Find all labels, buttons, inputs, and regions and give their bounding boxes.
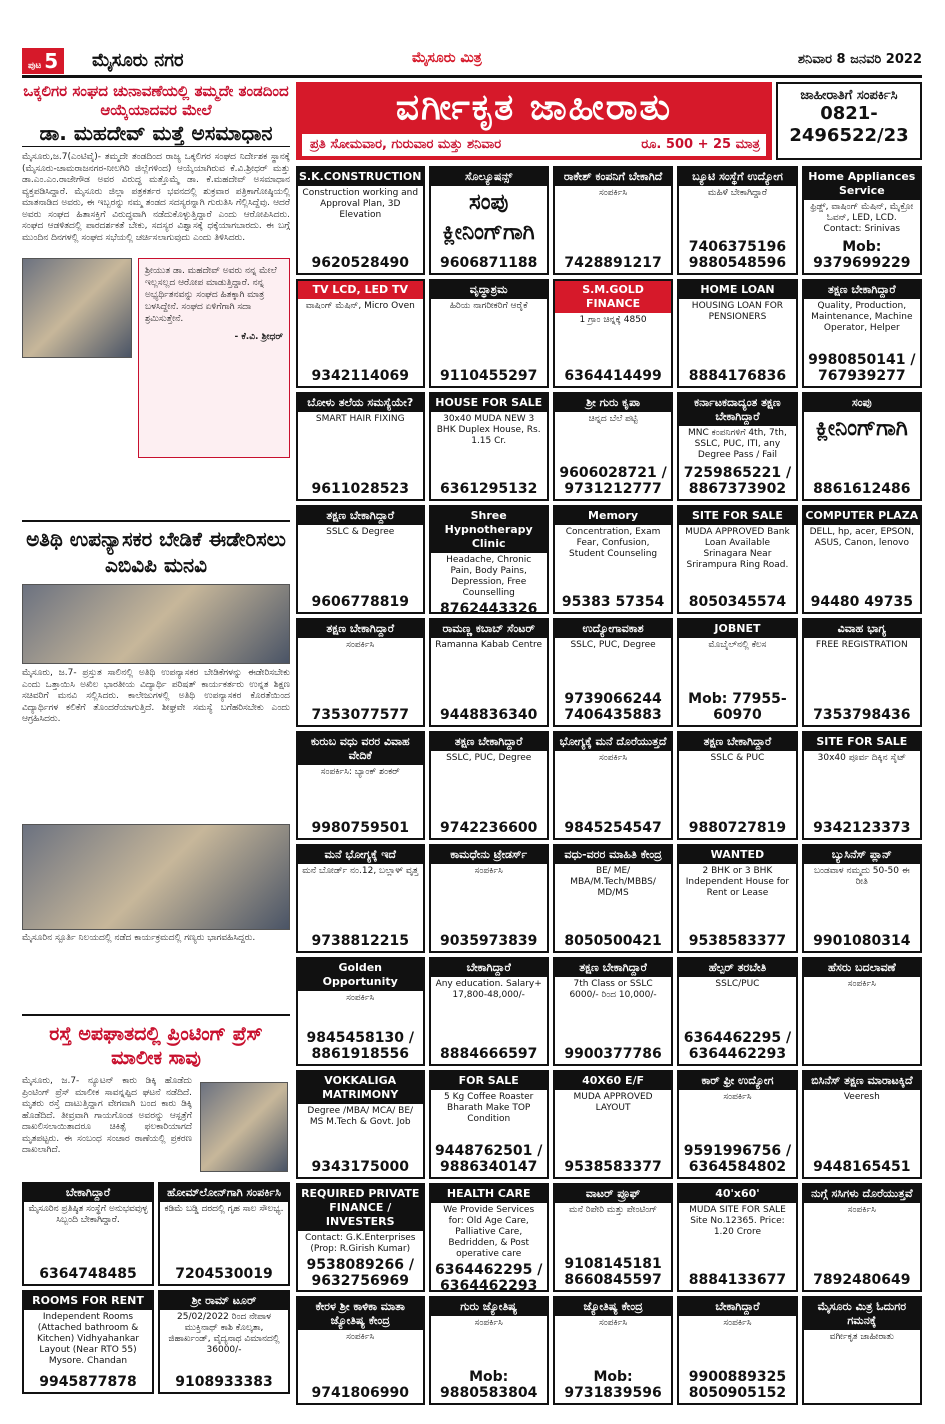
classified-ad-title: ಬ್ಯೂಟಿ ಸಂಸ್ಥೆಗೆ ಉದ್ಯೋಗ <box>679 168 795 186</box>
classified-ad-phone: 9342114069 <box>311 368 409 384</box>
classified-ad-phone: 9742236600 <box>439 820 538 836</box>
classified-ad-body: 2 BHK or 3 BHK Independent House for Rent or Lease <box>685 866 790 898</box>
classified-ad-title: ಕಾರ್ ಫ್ರೀ ಉದ್ಯೋಗ <box>679 1072 795 1090</box>
story-1-body: ಮೈಸೂರು,ಜ.7(ಎಂಟಿವೈ)- ತಮ್ಮದೇ ತಂಡದಿಂದ ರಾಜ್ಯ ಒಕ್ಕಲಿಗರ ಸಂಘದ ನಿರ್ದೇಶಕ ಸ್ಥಾನಕ್ಕೆ (ಮೈಸೂರು-ಚಾಮರಾಜನಗರ-ನೀಲಗಿರಿ ಜಿಲ್ಲೆಗಳಿಂದ) ಆಯ್ಕೆಯಾಗಿರುವ ಕೆ.ವಿ.ಶ್ರೀಧರ್ ಮತ್ತು ಡಾ.ಎಂ.ಎಂ.ರಾಜೇಗೌಡ ಅವರ ವಿರುದ್ಧ ಮತ್ತೊಮ್ಮೆ ಡಾ. ಕೆ.ಮಹದೇವ್ ಅಸಮಾಧಾನ ವ್ಯಕ್ತಪಡಿಸಿದ್ದಾರೆ. ಮೈಸೂರು ಜಿಲ್ಲಾ ಪತ್ರಕರ್ತರ ಭವನದಲ್ಲಿ ಶುಕ್ರವಾರ ಪತ್ರಿಕಾಗೋಷ್ಠಿಯಲ್ಲಿ ಮಾತನಾಡಿದ ಅವರು, ಈ ಇಬ್ಬರನ್ನು ನಮ್ಮ ತಂಡದ ಸದಸ್ಯರನ್ನಾಗಿ ಗುರುತಿಸಿ ಗೆಲ್ಲಿಸಿದ್ದೆವು. ಆದರೆ ಅವರು ಸಂಘದ ಹಿತಾಸಕ್ತಿಗೆ ವಿರುದ್ಧವಾಗಿ ನಡೆದುಕೊಳ್ಳುತ್ತಿದ್ದಾರೆ ಎಂದು ಆರೋಪಿಸಿದರು. ಸಂಘದ ಆಡಳಿತದಲ್ಲಿ ಪಾರದರ್ಶಕತೆ ಬೇಕು, ಸದಸ್ಯರ ವಿಶ್ವಾಸಕ್ಕೆ ಧಕ್ಕೆಯಾಗಬಾರದು. ಈ ಬಗ್ಗೆ ಮುಂದಿನ ದಿನಗಳಲ್ಲಿ ಸಂಘದ ಸಭೆಯಲ್ಲಿ ಚರ್ಚಿಸಲಾಗುವುದು ಎಂದು ತಿಳಿಸಿದರು. <box>22 152 290 243</box>
classified-ad <box>429 166 549 275</box>
classified-ad-body: Headache, Chronic Pain, Body Pains, Depression, Free Counselling <box>446 555 532 598</box>
classified-ad-title: ಬೇಕಾಗಿದ್ದಾರೆ <box>679 1298 795 1316</box>
classified-ad-title: ಕುರುಬ ವಧು ವರರ ವಿವಾಹ ವೇದಿಕೆ <box>298 733 423 765</box>
masthead <box>22 44 922 78</box>
story-3 <box>22 1014 290 1188</box>
story-1-quote <box>138 258 290 458</box>
left-ad-4 <box>158 1290 290 1394</box>
classified-ad-phone <box>804 1062 920 1064</box>
classified-ad <box>296 279 425 388</box>
classified-ad-phone: Mob: 9880583804 <box>439 1369 538 1401</box>
classified-ad-body: Ramanna Kabab Centre <box>435 640 543 650</box>
newspaper-page <box>22 44 922 1404</box>
classified-ad-phone: Mob: 9731839596 <box>564 1369 662 1401</box>
classified-ad-phone: 6364414499 <box>564 368 662 384</box>
classified-ad-body: ಸಂಪರ್ಕಿಸಿ <box>474 1318 503 1328</box>
classified-ad-title: ಮೈಸೂರು ಮಿತ್ರ ಓದುಗರ ಗಮನಕ್ಕೆ <box>804 1298 920 1330</box>
classified-ad-body: ಸಂಪರ್ಕಿಸಿ <box>598 1318 628 1328</box>
classified-ad <box>553 279 673 388</box>
classified-ad-title: ಹೆಸರು ಬದಲಾವಣೆ <box>804 959 920 977</box>
story-2-photo <box>22 584 290 664</box>
classified-ad-phone: 9739066244 7406435883 <box>564 691 662 723</box>
classified-ad-phone: 7353798436 <box>813 707 911 723</box>
classified-ad-phone: 9845254547 <box>564 820 662 836</box>
classified-ad-title: ನುಗ್ಗೆ ಸಸಿಗಳು ದೊರೆಯುತ್ತವೆ <box>804 1185 920 1203</box>
classified-ad-body: ಚಿನ್ನದ ಬೆಲೆ ಪಟ್ಟಿ <box>588 414 638 424</box>
classified-ad-phone: 9900889325 8050905152 <box>688 1369 787 1401</box>
story-2-body: ಮೈಸೂರು, ಜ.7- ಪ್ರಸ್ತುತ ಸಾಲಿನಲ್ಲಿ ಅತಿಥಿ ಉಪನ್ಯಾಸಕರ ಬೇಡಿಕೆಗಳನ್ನು ಈಡೇರಿಸಬೇಕು ಎಂದು ಒತ್ತಾಯಿಸಿ ಅಖಿಲ ಭಾರತೀಯ ವಿದ್ಯಾರ್ಥಿ ಪರಿಷತ್ ಕಾರ್ಯಕರ್ತರು ಉನ್ನತ ಶಿಕ್ಷಣ ಸಚಿವರಿಗೆ ಮನವಿ ಸಲ್ಲಿಸಿದರು. ಕಾಲೇಜುಗಳಲ್ಲಿ ಅತಿಥಿ ಉಪನ್ಯಾಸಕರ ಕೊರತೆಯಿಂದ ವಿದ್ಯಾರ್ಥಿಗಳ ಕಲಿಕೆಗೆ ತೊಂದರೆಯಾಗುತ್ತಿದೆ. ಶೀಘ್ರವೇ ಸಮಸ್ಯೆ ಬಗೆಹರಿಸಬೇಕು ಎಂದು ಆಗ್ರಹಿಸಿದರು. <box>22 668 290 724</box>
classifieds-banner <box>296 82 772 160</box>
classified-ad-title: ತಕ್ಷಣ ಬೇಕಾಗಿದ್ದಾರೆ <box>431 733 547 751</box>
contact-label: ಜಾಹೀರಾತಿಗೆ ಸಂಪರ್ಕಿಸಿ <box>800 88 898 103</box>
classified-ad-title: FOR SALE <box>431 1072 547 1090</box>
classified-ad-phone: 8884176836 <box>688 368 787 384</box>
classified-ad-title: ರಾಮಣ್ಣ ಕಬಾಬ್ ಸೆಂಟರ್ <box>431 620 547 638</box>
classified-ad <box>802 279 922 388</box>
classified-ad-title: ವಧು-ವರರ ಮಾಹಿತಿ ಕೇಂದ್ರ <box>555 846 671 864</box>
classified-ad <box>429 279 549 388</box>
classified-ad <box>677 1070 797 1179</box>
classified-ad-title: ಕರ್ನಾಟಕದಾದ್ಯಂತ ತಕ್ಷಣ ಬೇಕಾಗಿದ್ದಾರೆ <box>679 394 795 426</box>
classified-ad-title: ರಾಕೇಶ್ ಕಂಪನಿಗೆ ಬೇಕಾಗಿದೆ <box>555 168 671 186</box>
classified-ad-body: ಹಿರಿಯ ನಾಗರೀಕರಿಗೆ ಆರೈಕೆ <box>449 301 528 311</box>
classified-ad-title: COMPUTER PLAZA <box>804 507 920 525</box>
classified-ad-body: Concentration, Exam Fear, Confusion, Student Counseling <box>565 527 661 559</box>
classified-ad-phone: 9901080314 <box>813 933 911 949</box>
classified-ad-body: ವಾಷಿಂಗ್ ಮೆಷಿನ್, Micro Oven <box>305 301 415 311</box>
classified-ad-body: ವರ್ಗೀಕೃತ ಜಾಹೀರಾತು <box>829 1332 894 1342</box>
left-ad-4-title: ಶ್ರೀ ರಾಮ್ ಟೂರ್ <box>160 1292 288 1310</box>
classified-ad <box>553 844 673 953</box>
classified-ad-title: SITE FOR SALE <box>679 507 795 525</box>
quote-text: ಶ್ರೀಯುತ ಡಾ. ಮಹದೇವ್ ಅವರು ನನ್ನ ಮೇಲೆ ಇಲ್ಲಸಲ್ಲದ ಆರೋಪ ಮಾಡುತ್ತಿದ್ದಾರೆ. ನನ್ನ ಅಭ್ಯರ್ಥಿತನವನ್ನು ಸಂಘದ ಹಿತಕ್ಕಾಗಿ ಮಾತ್ರ ಬಳಸಿದ್ದೇನೆ. ಸಂಘದ ಏಳಿಗೆಗಾಗಿ ಸದಾ ಶ್ರಮಿಸುತ್ತೇನೆ. <box>145 266 277 324</box>
classified-ad-title: HOME LOAN <box>679 281 795 299</box>
classified-ad-title: ವಿವಾಹ ಭಾಗ್ಯ <box>804 620 920 638</box>
classified-ad-body: SSLC, PUC, Degree <box>570 640 656 650</box>
classifieds-schedule <box>302 134 766 156</box>
classified-ad <box>296 957 425 1066</box>
classified-ad <box>802 392 922 501</box>
classified-ad-body: ಮನೆ ರಿಪೇರಿ ಮತ್ತು ಪೇಂಟಿಂಗ್ <box>569 1205 658 1215</box>
contact-code: 0821- <box>820 103 878 124</box>
left-ad-1-title: ಬೇಕಾಗಿದ್ದಾರೆ <box>24 1184 152 1202</box>
classified-ad-title: JOBNET <box>679 620 795 638</box>
classified-ad <box>429 1070 549 1179</box>
left-ad-3-phone: 9945877878 <box>39 1374 137 1390</box>
classified-ad <box>802 618 922 727</box>
left-ad-1-phone: 6364748485 <box>39 1266 137 1282</box>
classified-ad-phone <box>804 1401 920 1403</box>
left-bottom-ads <box>22 1182 290 1394</box>
left-ad-4-body: 25/02/2022 ರಿಂದ ನೇಪಾಳ ಮುಕ್ತಿನಾಥ್ ಕಾಶಿ ಕೊಲ್ಕತಾ, ಜಿಹಾರ್ಖಂಡ್, ವೈದ್ಯನಾಥ ವಿಮಾನದಲ್ಲಿ 36000/- <box>168 1312 280 1355</box>
classified-ad-title: S.M.GOLD FINANCE <box>555 281 671 313</box>
left-ad-3 <box>22 1290 154 1394</box>
classified-ad-phone: 9110455297 <box>439 368 538 384</box>
classified-ad-phone: 9606028721 / 9731212777 <box>559 465 667 497</box>
classified-ad-body: 5 Kg Coffee Roaster Bharath Make TOP Condition <box>444 1092 534 1124</box>
classified-ad-title: ಮನೆ ಭೋಗ್ಯಕ್ಕೆ ಇದೆ <box>298 846 423 864</box>
classified-ad-body: BE/ ME/ MBA/M.Tech/MBBS/ MD/MS <box>570 866 656 898</box>
classified-ad-title: HEALTH CARE <box>431 1185 547 1203</box>
classified-ad-phone: 8884133677 <box>688 1272 787 1288</box>
classified-ad <box>553 505 673 614</box>
classified-ad-body: 30x40 ಪೂರ್ವ ದಿಕ್ಕಿನ ಸೈಟ್ <box>817 753 906 763</box>
classified-ad-title: Shree Hypnotherapy Clinic <box>431 507 547 553</box>
classified-ad-phone: 9448165451 <box>813 1159 911 1175</box>
classified-ad-title: ತಕ್ಷಣ ಬೇಕಾಗಿದ್ದಾರೆ <box>298 620 423 638</box>
classified-ad-phone: Mob: 77955-60970 <box>688 691 787 723</box>
left-ad-2-title: ಹೋಮ್‌ಲೋನ್‌ಗಾಗಿ ಸಂಪರ್ಕಿಸಿ <box>160 1184 288 1202</box>
classified-ad <box>802 1070 922 1179</box>
classified-ad-phone: 9606778819 <box>311 594 409 610</box>
classified-ad-title: ವೃದ್ಧಾಶ್ರಮ <box>431 281 547 299</box>
classified-ad-body: ಬಂಡವಾಳ ನಮ್ಮದು 50-50 ಈ ರೀತಿ <box>813 866 910 887</box>
classified-ad-phone: 7353077577 <box>311 707 409 723</box>
classified-ad <box>677 618 797 727</box>
classified-ad-phone: 9738812215 <box>311 933 409 949</box>
classified-ad <box>802 957 922 1066</box>
page-number: ಪುಟ 5 <box>22 48 64 74</box>
left-ad-3-title: ROOMS FOR RENT <box>24 1292 152 1310</box>
classified-ad <box>429 957 549 1066</box>
classified-ad <box>677 166 797 275</box>
classified-ad-phone: 9538089266 / 9632756969 <box>306 1257 414 1289</box>
classified-ad-body: SSLC & Degree <box>326 527 395 537</box>
left-ad-4-phone: 9108933383 <box>175 1374 273 1390</box>
classified-ad-phone: Mob: 9379699229 <box>813 239 911 271</box>
classified-ad-phone: 9900377786 <box>564 1046 662 1062</box>
classified-ad-phone: 9448836340 <box>439 707 538 723</box>
classified-ad <box>802 1183 922 1292</box>
story-2-caption: ಮೈಸೂರಿನ ಸ್ಪೂರ್ತಿ ನಿಲಯದಲ್ಲಿ ನಡೆದ ಕಾರ್ಯಕ್ರಮದಲ್ಲಿ ಗಣ್ಯರು ಭಾಗವಹಿಸಿದ್ದರು. <box>22 933 256 943</box>
classified-ad-body: MUDA SITE FOR SALE Site No.12365. Price: 1.20 Crore <box>689 1205 786 1237</box>
classified-ad-title: ಉದ್ಯೋಗಾವಕಾಶ <box>555 620 671 638</box>
classified-ad-phone: 8884666597 <box>439 1046 538 1062</box>
classified-ad-title: ಕಾಮಧೇನು ಟ್ರೇಡರ್ಸ್ <box>431 846 547 864</box>
classified-ad <box>553 957 673 1066</box>
classified-ad-body: ಕ್ಲೀನಿಂಗ್‌ಗಾಗಿ <box>815 416 908 441</box>
classified-ad-body: HOUSING LOAN FOR PENSIONERS <box>691 301 784 322</box>
classified-ad-body: SMART HAIR FIXING <box>315 414 405 424</box>
classified-ad <box>802 731 922 840</box>
classified-ad-body: ಸಂಪು ಕ್ಲೀನಿಂಗ್‌ಗಾಗಿ <box>442 190 535 245</box>
classified-ad-title: ಕೇರಳ ಶ್ರೀ ಕಾಳಿಕಾ ಮಾತಾ ಜ್ಯೋತಿಷ್ಯ ಕೇಂದ್ರ <box>298 1298 423 1330</box>
classified-ad-title: WANTED <box>679 846 795 864</box>
section-title: ಮೈಸೂರು ನಗರ <box>92 50 184 71</box>
classified-ad-phone: 9606871188 <box>439 255 538 271</box>
classified-ad-title: ಭೋಗ್ಯಕ್ಕೆ ಮನೆ ದೊರೆಯುತ್ತದೆ <box>555 733 671 751</box>
classified-ad-body: Degree /MBA/ MCA/ BE/ MS M.Tech & Govt. Job <box>307 1106 414 1127</box>
classified-ad-title: 40X60 E/F <box>555 1072 671 1090</box>
story-1-kicker: ಒಕ್ಕಲಿಗರ ಸಂಘದ ಚುನಾವಣೆಯಲ್ಲಿ ತಮ್ಮದೇ ತಂಡದಿಂದ ಆಯ್ಕೆಯಾದವರ ಮೇಲೆ <box>23 82 289 119</box>
classified-ad-body: 1 ಗ್ರಾಂ ಚಿನ್ನಕ್ಕೆ 4850 <box>579 315 647 325</box>
classified-ad-phone: 9035973839 <box>439 933 538 949</box>
classified-ad-title: ಹೆಲ್ಪರ್ ತರಬೇತಿ <box>679 959 795 977</box>
classified-ad <box>429 618 549 727</box>
classified-ad <box>553 731 673 840</box>
classified-ad <box>677 279 797 388</box>
classified-ad-phone: 8861612486 <box>813 481 911 497</box>
classified-ad-body: ಸಂಪರ್ಕಿಸಿ <box>723 1092 752 1102</box>
classified-ad-title: TV LCD, LED TV <box>298 281 423 299</box>
paper-title: ಮೈಸೂರು ಮಿತ್ರ <box>412 50 482 66</box>
classified-ad <box>296 166 425 275</box>
classified-ad <box>677 392 797 501</box>
classified-ad <box>802 505 922 614</box>
classified-ads-grid <box>296 166 922 1405</box>
story-1 <box>22 82 290 342</box>
classified-ad-body: ಫ್ರಿಡ್ಜ್, ವಾಷಿಂಗ್ ಮೆಷಿನ್, ಮೈಕ್ರೋ ಓವನ್, LED, LCD. Contact: Srinivas <box>810 202 914 234</box>
story-3-photo <box>200 1082 288 1172</box>
classified-ad-phone: 7428891217 <box>564 255 662 271</box>
classified-ad-title: 40'x60' <box>679 1185 795 1203</box>
classified-ad <box>296 844 425 953</box>
classified-ad <box>553 392 673 501</box>
classified-ad <box>429 1183 549 1292</box>
classified-ad-body: Any education. Salary+ 17,800-48,000/- <box>435 979 542 1000</box>
news-column <box>22 82 290 1402</box>
classified-ad <box>802 166 922 275</box>
classified-ad-body: ಸಂಪರ್ಕಿಸಿ <box>598 188 628 198</box>
classified-ad-title: ವಾಟರ್ ಪ್ರೂಫ್ <box>555 1185 671 1203</box>
classified-ad <box>677 1296 797 1405</box>
classified-ad <box>677 731 797 840</box>
classified-ad <box>429 844 549 953</box>
classified-ad-title: ಶ್ರೀ ಗುರು ಕೃಪಾ <box>555 394 671 412</box>
classified-ad-phone: 8050500421 <box>564 933 662 949</box>
classified-ad-body: MUDA APPROVED LAYOUT <box>573 1092 653 1113</box>
classified-ad-title: ತಕ್ಷಣ ಬೇಕಾಗಿದ್ದಾರೆ <box>804 281 920 299</box>
classified-ad <box>296 505 425 614</box>
classified-ad-phone: 9845458130 / 8861918556 <box>306 1030 414 1062</box>
classified-ad-phone: 9620528490 <box>311 255 409 271</box>
left-ad-2-phone: 7204530019 <box>175 1266 273 1282</box>
classified-ad <box>429 1296 549 1405</box>
quote-by: - ಕೆ.ವಿ. ಶ್ರೀಧರ್ <box>234 332 283 342</box>
classified-ad-body: ಸಂಪರ್ಕಿಸಿ <box>723 1318 752 1328</box>
classified-ad-body: Contact: G.K.Enterprises (Prop: R.Girish Kumar) <box>305 1233 416 1254</box>
classifieds-days: ಪ್ರತಿ ಸೋಮವಾರ, ಗುರುವಾರ ಮತ್ತು ಶನಿವಾರ <box>310 137 502 152</box>
classified-ad <box>553 1183 673 1292</box>
classified-ad <box>296 731 425 840</box>
classifieds-title: ವರ್ಗೀಕೃತ ಜಾಹೀರಾತು <box>395 87 673 128</box>
classified-ad-phone: 9980850141 / 767939277 <box>808 352 916 384</box>
classified-ad-phone: 9591996756 / 6364584802 <box>683 1143 792 1175</box>
classified-ad-body: Construction working and Approval Plan, 3D Elevation <box>302 188 419 220</box>
classified-ad-phone: 9880727819 <box>688 820 787 836</box>
classified-ad-phone: 9741806990 <box>311 1385 409 1401</box>
classified-ad <box>677 957 797 1066</box>
classified-ad-body: SSLC & PUC <box>710 753 765 763</box>
classified-ad-phone: 9343175000 <box>311 1159 409 1175</box>
classified-ad <box>296 1070 425 1179</box>
classified-ad-title: ಸೊಲ್ಯೂಷನ್ಸ್ <box>431 168 547 186</box>
left-ad-2 <box>158 1182 290 1286</box>
classified-ad-body: We Provide Services for: Old Age Care, Palliative Care, Bedridden, & Post operative care <box>443 1205 535 1259</box>
story-2-headline: ಅತಿಥಿ ಉಪನ್ಯಾಸಕರ ಬೇಡಿಕೆ ಈಡೇರಿಸಲು ಎಬಿವಿಪಿ ಮನವಿ <box>26 527 286 577</box>
left-ad-2-body: ಕಡಿಮೆ ಬಡ್ಡಿ ದರದಲ್ಲಿ ಗೃಹ ಸಾಲ ಸೌಲಭ್ಯ. <box>164 1204 284 1214</box>
classified-ad-title: VOKKALIGA MATRIMONY <box>298 1072 423 1104</box>
classified-ad-body: FREE REGISTRATION <box>815 640 908 650</box>
classified-ad-title: ಬೋಳು ತಲೆಯ ಸಮಸ್ಯೆಯೇ? <box>298 394 423 412</box>
classified-ad <box>677 844 797 953</box>
classified-ad-title: REQUIRED PRIVATE FINANCE / INVESTERS <box>298 1185 423 1231</box>
classified-ad-phone: 9342123373 <box>813 820 911 836</box>
classified-ad <box>296 618 425 727</box>
classified-ad-body: ಸಂಪರ್ಕಿಸಿ: ಬ್ಯಾಂಕ್ ಶಂಕರ್ <box>320 767 400 777</box>
left-ad-3-body: Independent Rooms (Attached bathroom & Kitchen) Vidhyahankar Layout (Near RTO 55) Mysore. Chandan <box>36 1312 140 1366</box>
classified-ad-title: ಜ್ಯೋತಿಷ್ಯ ಕೇಂದ್ರ <box>555 1298 671 1316</box>
story-2 <box>22 520 290 945</box>
classified-ad-phone: 9108145181 8660845597 <box>564 1256 662 1288</box>
classified-ad-title: SITE FOR SALE <box>804 733 920 751</box>
classified-ad-title: Home Appliances Service <box>804 168 920 200</box>
classified-ad-phone: 9980759501 <box>311 820 409 836</box>
classified-ad-body: ಸಂಪರ್ಕಿಸಿ <box>847 1205 876 1215</box>
classified-ad-body: ಮನೆ ಬೋರ್ಡ್ ನಂ.12, ಬಲ್ಲಾಳ್ ವೃತ್ತ <box>302 866 419 876</box>
classified-ad <box>677 505 797 614</box>
classified-ad-body: ಸಂಪರ್ಕಿಸಿ <box>346 640 375 650</box>
classified-ad-body: SSLC/PUC <box>715 979 760 989</box>
classified-ad <box>429 392 549 501</box>
classified-ad-title: ಬ್ಯುಸಿನೆಸ್ ಪ್ಲಾನ್ <box>804 846 920 864</box>
classified-ad <box>553 1070 673 1179</box>
classified-ad-phone: 7892480649 <box>813 1272 911 1288</box>
classified-ad-phone: 7406375196 9880548596 <box>688 239 787 271</box>
classified-ad-title: S.K.CONSTRUCTION <box>298 168 423 186</box>
classifieds-contact <box>776 82 922 160</box>
issue-date: ಶನಿವಾರ 8 ಜನವರಿ 2022 <box>797 52 922 67</box>
story-1-photo <box>22 258 132 358</box>
classified-ad-body: ಸಂಪರ್ಕಿಸಿ <box>346 993 375 1003</box>
classified-ad-title: ತಕ್ಷಣ ಬೇಕಾಗಿದ್ದಾರೆ <box>679 733 795 751</box>
classified-ad-phone: 9448762501 / 9886340147 <box>434 1143 543 1175</box>
classified-ad-body: ಮಹಿಳೆ ಬೇಕಾಗಿದ್ದಾರೆ <box>707 188 767 198</box>
story-3-headline: ರಸ್ತೆ ಅಪಘಾತದಲ್ಲಿ ಪ್ರಿಂಟಿಂಗ್ ಪ್ರೆಸ್ ಮಾಲೀಕ ಸಾವು <box>49 1023 263 1069</box>
story-1-headline: ಡಾ. ಮಹದೇವ್ ಮತ್ತೆ ಅಸಮಾಧಾನ <box>22 120 290 147</box>
classified-ad-title: ಬಿಸಿನೆಸ್ ತಕ್ಷಣ ಮಾರಾಟಕ್ಕಿದೆ <box>804 1072 920 1090</box>
classified-ad <box>429 731 549 840</box>
classified-ad-body: 7th Class or SSLC 6000/- ರಿಂದ 10,000/- <box>569 979 657 1000</box>
classified-ad-title: Golden Opportunity <box>298 959 423 991</box>
classified-ad <box>553 1296 673 1405</box>
classified-ad-body: 30x40 MUDA NEW 3 BHK Duplex House, Rs. 1.15 Cr. <box>436 414 541 446</box>
classified-ad-body: ಸಂಪರ್ಕಿಸಿ <box>346 1332 375 1342</box>
classified-ad-title: HOUSE FOR SALE <box>431 394 547 412</box>
classified-ad-phone: 9538583377 <box>688 933 787 949</box>
left-ad-1 <box>22 1182 154 1286</box>
classified-ad <box>802 844 922 953</box>
contact-number: 2496522/23 <box>789 125 909 146</box>
classified-ad-title: ತಕ್ಷಣ ಬೇಕಾಗಿದ್ದಾರೆ <box>298 507 423 525</box>
classified-ad-body: ಸಂಪರ್ಕಿಸಿ <box>474 866 503 876</box>
classified-ad-body: Veeresh <box>843 1092 880 1102</box>
classified-ad-body: MNC ಕಂಪನಿಗಳಿಗೆ 4th, 7th, SSLC, PUC, ITI, any Degree Pass / Fail <box>688 428 787 460</box>
classified-ad-title: ಗುರು ಜ್ಯೋತಿಷ್ಯ <box>431 1298 547 1316</box>
classified-ad-phone: 8050345574 <box>688 594 787 610</box>
classified-ad <box>677 1183 797 1292</box>
story-2-photo-2 <box>22 824 290 930</box>
classified-ad-title: ಸಂಪು <box>804 394 920 412</box>
classified-ad-phone: 8762443326 <box>439 601 538 617</box>
classified-ad-phone: 94480 49735 <box>810 594 913 610</box>
classified-ad-phone: 6361295132 <box>439 481 538 497</box>
classified-ad-phone: 7259865221 / 8867373902 <box>683 465 792 497</box>
classified-ad-phone: 9538583377 <box>564 1159 662 1175</box>
classified-ad <box>296 1296 425 1405</box>
classified-ad-body: ಮೊಬೈಲ್‌ನಲ್ಲಿ ಕೆಲಸ <box>708 640 767 650</box>
left-ad-1-body: ಮೈಸೂರಿನ ಪ್ರತಿಷ್ಠಿತ ಸಂಸ್ಥೆಗೆ ಅನುಭವವುಳ್ಳ ಸಿಬ್ಬಂದಿ ಬೇಕಾಗಿದ್ದಾರೆ. <box>28 1204 148 1225</box>
classified-ad-phone: 9611028523 <box>311 481 409 497</box>
classified-ad <box>802 1296 922 1405</box>
classified-ad-body: SSLC, PUC, Degree <box>446 753 532 763</box>
story-3-body: ಮೈಸೂರು, ಜ.7- ನ್ಯೂಟನ್ ಕಾರು ಡಿಕ್ಕಿ ಹೊಡೆದು ಪ್ರಿಂಟಿಂಗ್ ಪ್ರೆಸ್ ಮಾಲೀಕ ಸಾವನ್ನಪ್ಪಿದ ಘಟನೆ ನಡೆದಿದೆ. ಮೃತರು ರಸ್ತೆ ದಾಟುತ್ತಿದ್ದಾಗ ವೇಗವಾಗಿ ಬಂದ ಕಾರು ಡಿಕ್ಕಿ ಹೊಡೆದಿದೆ. ತೀವ್ರವಾಗಿ ಗಾಯಗೊಂಡ ಅವರನ್ನು ಆಸ್ಪತ್ರೆಗೆ ದಾಖಲಿಸಲಾಯಿತಾದರೂ ಚಿಕಿತ್ಸೆ ಫಲಕಾರಿಯಾಗದೆ ಮೃತಪಟ್ಟರು. ಈ ಸಂಬಂಧ ಸಂಚಾರ ಠಾಣೆಯಲ್ಲಿ ಪ್ರಕರಣ ದಾಖಲಾಗಿದೆ. <box>22 1076 192 1155</box>
classified-ad-phone: 6364462295 / 6364462293 <box>434 1262 543 1294</box>
classified-ad <box>296 1183 425 1292</box>
classified-ad-phone: 95383 57354 <box>561 594 665 610</box>
classified-ad <box>553 618 673 727</box>
classified-ad-body: ಸಂಪರ್ಕಿಸಿ <box>598 753 628 763</box>
classified-ad-body: Quality, Production, Maintenance, Machine Operator, Helper <box>811 301 913 333</box>
classified-ad-title: ಬೇಕಾಗಿದ್ದಾರೆ <box>431 959 547 977</box>
classified-ad-body: DELL, hp, acer, EPSON, ASUS, Canon, lenovo <box>809 527 915 548</box>
classified-ad <box>429 505 549 617</box>
classified-ad <box>296 392 425 501</box>
classified-ad-title: Memory <box>555 507 671 525</box>
classified-ad-phone: 6364462295 / 6364462293 <box>683 1030 792 1062</box>
classified-ad <box>553 166 673 275</box>
classified-ad-body: MUDA APPROVED Bank Loan Available Srinagara Near Srirampura Ring Road. <box>685 527 790 570</box>
classified-ad-body: ಸಂಪರ್ಕಿಸಿ <box>847 979 876 989</box>
classifieds-price: ರೂ. 500 + 25 ಮಾತ್ರ <box>641 137 760 152</box>
classified-ad-title: ತಕ್ಷಣ ಬೇಕಾಗಿದ್ದಾರೆ <box>555 959 671 977</box>
